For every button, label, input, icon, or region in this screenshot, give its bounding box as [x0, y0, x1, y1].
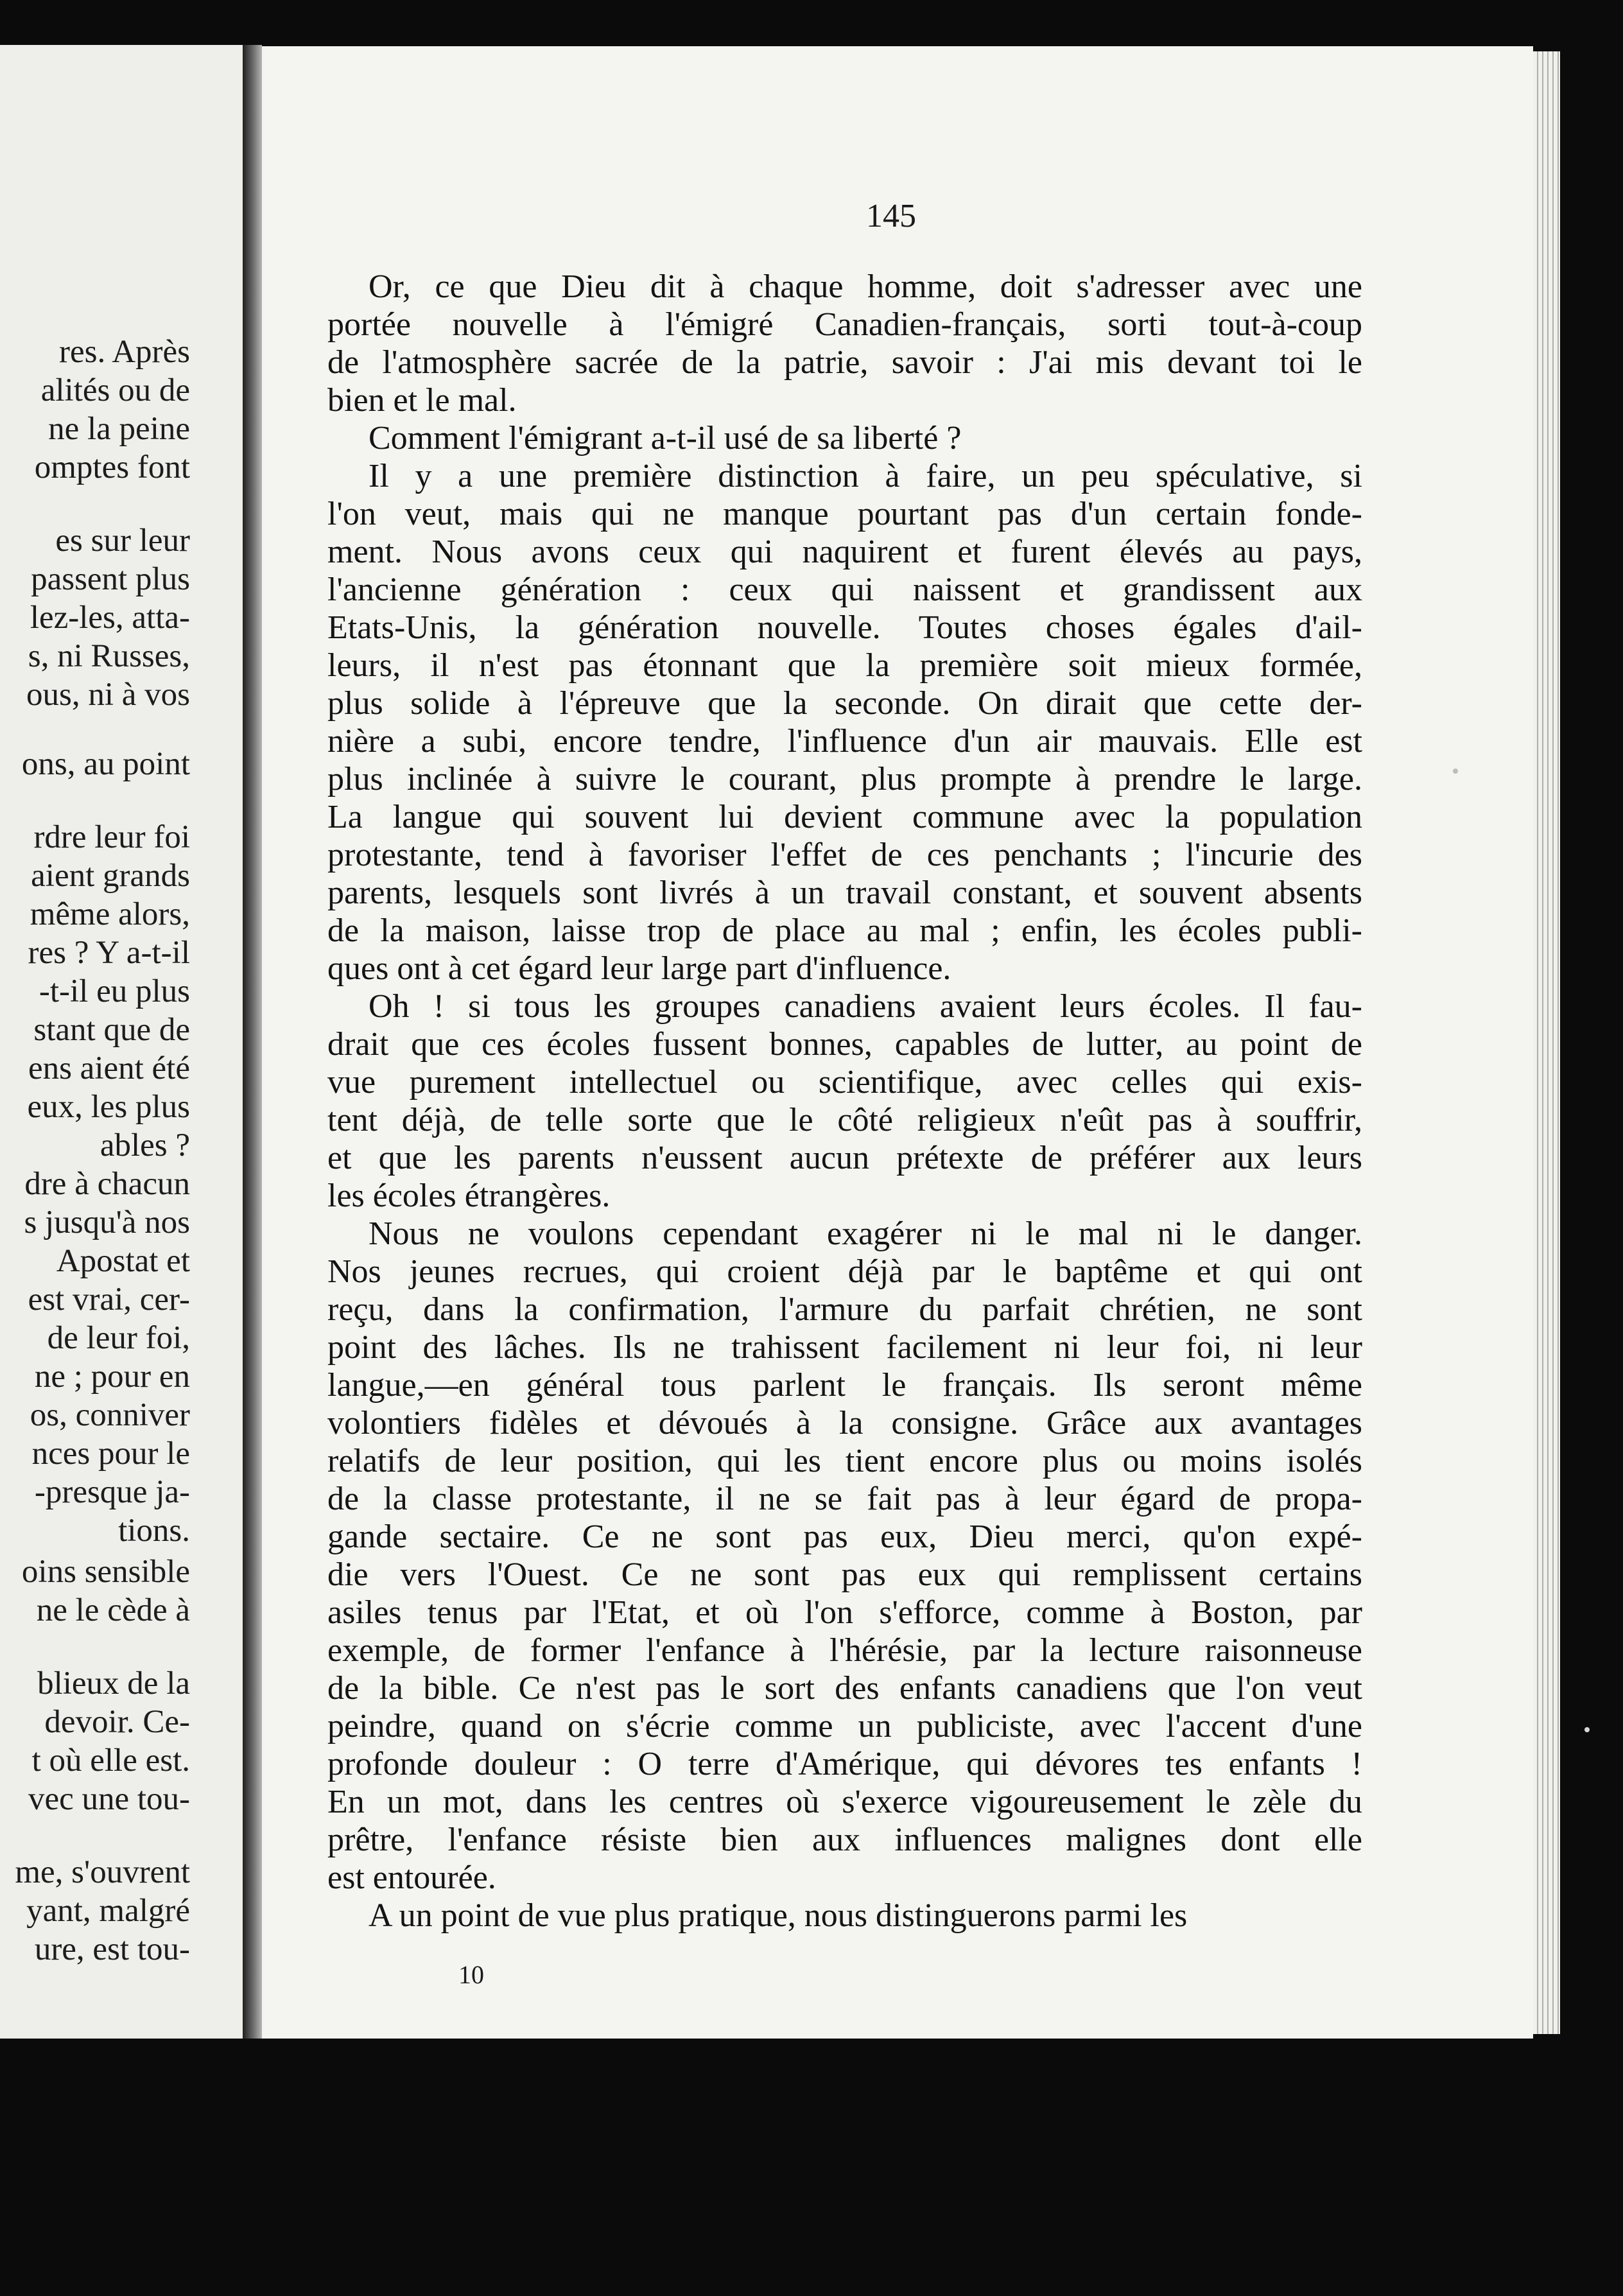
text-line: l'on veut, mais qui ne manque pourtant pas d'un certain fonde- [327, 496, 1362, 532]
text-line: bien et le mal. [327, 382, 517, 419]
left-page-line: alités ou de [40, 372, 190, 408]
left-page-line: de leur foi, [47, 1320, 190, 1356]
text-line: ment. Nous avons ceux qui naquirent et furent élevés au pays, [327, 534, 1362, 570]
left-page-line: stant que de [33, 1012, 190, 1048]
left-page-line: rdre leur foi [33, 819, 190, 855]
text-line: plus solide à l'épreuve que la seconde. On dirait que cette der- [327, 685, 1362, 722]
left-page-line: os, conniver [30, 1397, 190, 1433]
left-page-line: -t-il eu plus [39, 973, 190, 1009]
left-page-line: passent plus [31, 561, 190, 597]
left-page-line: même alors, [30, 896, 190, 932]
body-text [327, 268, 1362, 1935]
text-line: point des lâches. Ils ne trahissent facilement ni leur foi, ni leur [327, 1329, 1362, 1366]
left-page-line: eux, les plus [27, 1089, 190, 1125]
text-line: et que les parents n'eussent aucun prétexte de préférer aux leurs [327, 1140, 1362, 1176]
text-line: drait que ces écoles fussent bonnes, capables de lutter, au point de [327, 1026, 1362, 1063]
left-page [0, 45, 243, 2039]
left-page-line: yant, malgré [26, 1893, 190, 1929]
paper-speck [1584, 1727, 1590, 1732]
left-page-line: Apostat et [56, 1243, 190, 1279]
signature-mark: 10 [458, 1960, 484, 1989]
text-line: prêtre, l'enfance résiste bien aux influences malignes dont elle [327, 1822, 1362, 1858]
left-page-line: blieux de la [37, 1665, 190, 1701]
text-line: profonde douleur : O terre d'Amérique, qui dévores tes enfants ! [327, 1746, 1362, 1782]
text-line: Or, ce que Dieu dit à chaque homme, doit s'adresser avec une [369, 268, 1362, 305]
left-page-line: s jusqu'à nos [24, 1205, 190, 1240]
text-line: les écoles étrangères. [327, 1178, 611, 1214]
left-page-line: vec une tou- [28, 1781, 190, 1817]
left-page-line: ables ? [100, 1127, 190, 1163]
text-line: plus inclinée à suivre le courant, plus prompte à prendre le large. [327, 761, 1362, 797]
text-line: die vers l'Ouest. Ce ne sont pas eux qui remplissent certains [327, 1556, 1362, 1593]
text-line: leurs, il n'est pas étonnant que la première soit mieux formée, [327, 647, 1362, 684]
text-line: asiles tenus par l'Etat, et où l'on s'efforce, comme à Boston, par [327, 1594, 1362, 1631]
paper-speck [1453, 769, 1458, 774]
left-page-line: ons, au point [21, 746, 190, 782]
text-line: Etats-Unis, la génération nouvelle. Toutes choses égales d'ail- [327, 609, 1362, 646]
text-line: tent déjà, de telle sorte que le côté religieux n'eût pas à souffrir, [327, 1102, 1362, 1138]
left-page-line: devoir. Ce- [44, 1704, 190, 1740]
text-line: est entourée. [327, 1859, 496, 1896]
left-page-line: s, ni Russes, [28, 638, 190, 674]
text-line: exemple, de former l'enfance à l'hérésie, par la lecture raisonneuse [327, 1632, 1362, 1669]
book-binding [243, 45, 262, 2039]
left-page-line: omptes font [34, 449, 190, 485]
text-line: nière a subi, encore tendre, l'influence d'un air mauvais. Elle est [327, 723, 1362, 760]
left-page-line: ens aient été [28, 1050, 190, 1086]
left-page-line: aient grands [31, 858, 190, 894]
left-page-line: res ? Y a-t-il [28, 935, 190, 971]
text-line: Nos jeunes recrues, qui croient déjà par le baptême et qui ont [327, 1253, 1362, 1290]
text-line: La langue qui souvent lui devient commune avec la population [327, 799, 1362, 835]
text-line: parents, lesquels sont livrés à un travail constant, et souvent absents [327, 874, 1362, 911]
left-page-line: me, s'ouvrent [15, 1854, 190, 1890]
left-page-line: oins sensible [21, 1554, 190, 1590]
text-line: portée nouvelle à l'émigré Canadien-français, sorti tout-à-coup [327, 306, 1362, 343]
left-page-line: ous, ni à vos [26, 677, 190, 713]
left-page-line: res. Après [59, 334, 190, 370]
left-page-line: tions. [118, 1513, 190, 1549]
text-line: peindre, quand on s'écrie comme un publiciste, avec l'accent d'une [327, 1708, 1362, 1744]
left-page-line: ne la peine [48, 411, 190, 447]
page-number: 145 [866, 198, 916, 234]
left-page-line: ne le cède à [36, 1592, 190, 1628]
text-line: protestante, tend à favoriser l'effet de ces penchants ; l'incurie des [327, 837, 1362, 873]
left-page-line: est vrai, cer- [28, 1282, 190, 1318]
left-page-line: ure, est tou- [34, 1931, 190, 1967]
text-line: A un point de vue plus pratique, nous distinguerons parmi les [369, 1897, 1188, 1934]
left-page-line: dre à chacun [24, 1166, 190, 1202]
text-line: En un mot, dans les centres où s'exerce vigoureusement le zèle du [327, 1784, 1362, 1820]
text-line: Oh ! si tous les groupes canadiens avaient leurs écoles. Il fau- [369, 988, 1362, 1025]
text-line: de la bible. Ce n'est pas le sort des enfants canadiens que l'on veut [327, 1670, 1362, 1707]
left-page-line: ne ; pour en [34, 1359, 190, 1395]
text-line: Nous ne voulons cependant exagérer ni le mal ni le danger. [369, 1215, 1362, 1252]
text-line: de la maison, laisse trop de place au mal ; enfin, les écoles publi- [327, 912, 1362, 949]
left-page-line: nces pour le [31, 1436, 190, 1472]
text-line: vue purement intellectuel ou scientifique, avec celles qui exis- [327, 1064, 1362, 1100]
text-line: gande sectaire. Ce ne sont pas eux, Dieu merci, qu'on expé- [327, 1518, 1362, 1555]
right-page [262, 46, 1533, 2039]
text-line: de la classe protestante, il ne se fait pas à leur égard de propa- [327, 1481, 1362, 1517]
text-line: Comment l'émigrant a-t-il usé de sa liberté ? [369, 420, 962, 457]
text-line: volontiers fidèles et dévoués à la consigne. Grâce aux avantages [327, 1405, 1362, 1441]
text-line: reçu, dans la confirmation, l'armure du parfait chrétien, ne sont [327, 1291, 1362, 1328]
left-page-line: -presque ja- [34, 1474, 190, 1510]
page-edges [1533, 51, 1560, 2034]
text-line: Il y a une première distinction à faire, un peu spéculative, si [369, 458, 1362, 494]
left-page-line: lez-les, atta- [30, 600, 190, 636]
text-line: l'ancienne génération : ceux qui naissent et grandissent aux [327, 571, 1362, 608]
left-page-line: t où elle est. [31, 1743, 190, 1779]
text-line: ques ont à cet égard leur large part d'influence. [327, 950, 951, 987]
text-line: de l'atmosphère sacrée de la patrie, savoir : J'ai mis devant toi le [327, 344, 1362, 381]
left-page-line: es sur leur [55, 523, 190, 559]
text-line: relatifs de leur position, qui les tient encore plus ou moins isolés [327, 1443, 1362, 1479]
text-line: langue,—en général tous parlent le français. Ils seront même [327, 1367, 1362, 1404]
